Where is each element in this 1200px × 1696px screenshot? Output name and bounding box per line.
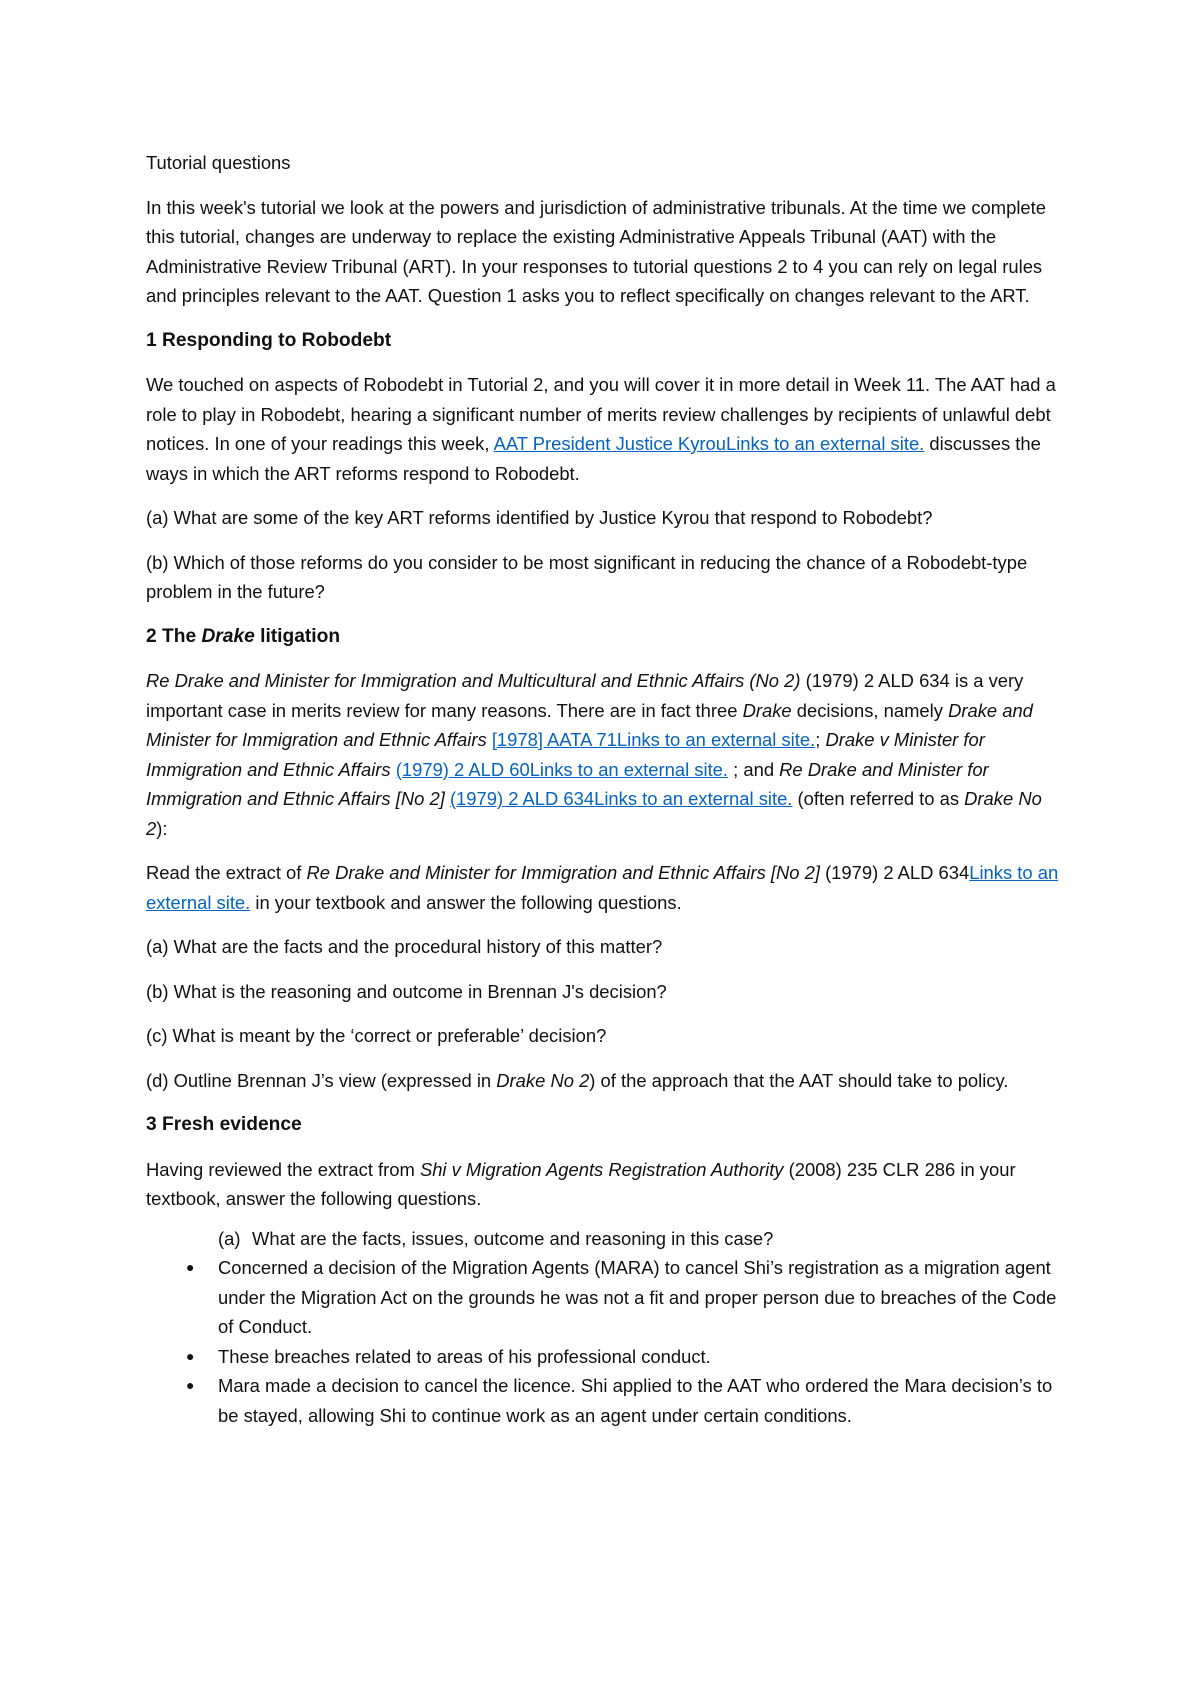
case-name: Drake No 2 xyxy=(146,788,1042,839)
document-title: Tutorial questions xyxy=(146,152,291,173)
list-item xyxy=(146,1371,1060,1430)
text-run: ): xyxy=(156,817,168,839)
intro-paragraph: In this week's tutorial we look at the powers and jurisdiction of administrative tribunals. At the time we complete this tutorial, changes are underway to replace the existing Administrative Appeals Tribunal (AAT) with the Administrative Review Tribunal (ART). In your responses to tutorial questions 2 to 4 you can rely on legal rules and principles relevant to the AAT. Question 1 asks you to reflect specifically on changes relevant to the ART. xyxy=(146,196,1046,306)
answer-bullet-list xyxy=(146,1253,1060,1430)
section-2-question-b: (b) What is the reasoning and outcome in Brennan J's decision? xyxy=(146,980,667,1002)
section-1-heading: 1 Responding to Robodebt xyxy=(146,329,392,351)
textbook-external-link[interactable]: Links to an external site. xyxy=(146,862,1059,913)
case-name: Re Drake and Minister for Immigration and Ethnic Affairs [No 2] xyxy=(306,862,820,883)
question-label: (a) xyxy=(218,1227,241,1249)
text-run: (1979) 2 ALD 634 xyxy=(819,862,970,883)
text-run-italic: Drake xyxy=(201,625,255,647)
text-run: Read the extract of xyxy=(146,862,307,883)
question-text: What are the facts, issues, outcome and reasoning in this case? xyxy=(252,1227,774,1249)
section-3-paragraph xyxy=(146,1155,1060,1214)
text-run: 2 The xyxy=(146,625,202,647)
case-name: Drake and Minister for Immigration and Ethnic Affairs xyxy=(146,699,1033,750)
list-item-text: Concerned a decision of the Migration Agents (MARA) to cancel Shi’s registration as a migration agent under the Migration Act on the grounds he was not a fit and proper person due to breaches of the Code of Conduct. xyxy=(218,1257,1057,1337)
text-run: ; xyxy=(815,729,826,750)
case-name: Shi v Migration Agents Registration Authority xyxy=(419,1158,784,1180)
kyrou-external-link[interactable]: AAT President Justice KyrouLinks to an external site. xyxy=(493,433,925,454)
bullet-icon: ● xyxy=(186,1377,195,1393)
text-run: Having reviewed the extract from xyxy=(146,1158,420,1180)
text-run: (often referred to as xyxy=(792,788,965,809)
case-name: Re Drake and Minister for Immigration and Ethnic Affairs [No 2] xyxy=(146,758,989,809)
text-run: (2008) 235 CLR 286 in your textbook, answer the following questions. xyxy=(146,1158,1016,1209)
section-1-question-a: (a) What are some of the key ART reforms identified by Justice Kyrou that respond to Robodebt? xyxy=(146,507,933,528)
section-3-heading: 3 Fresh evidence xyxy=(146,1114,302,1135)
text-run: (1979) 2 ALD 634 is a very important case in merits review for many reasons. There are in fact three xyxy=(146,670,1024,721)
text-run: ; and xyxy=(728,758,780,780)
section-2-paragraph-2 xyxy=(146,858,1060,917)
section-1-paragraph xyxy=(146,370,1060,488)
list-item-text: These breaches related to areas of his professional conduct. xyxy=(218,1345,711,1367)
list-item xyxy=(146,1342,1060,1372)
case-name: Drake xyxy=(742,699,792,721)
text-run: (d) Outline Brennan J’s view (expressed in xyxy=(146,1069,497,1091)
text-run: We touched on aspects of Robodebt in Tutorial 2, and you will cover it in more detail in Week 11. The AAT had a role to play in Robodebt, hearing a significant number of merits review challenges by recipients of unlawful debt notices. In one of your readings this week, xyxy=(146,374,1056,454)
section-2-question-a: (a) What are the facts and the procedural history of this matter? xyxy=(146,936,663,957)
bullet-icon: ● xyxy=(186,1259,195,1275)
case-name: Drake v Minister for Immigration and Ethnic Affairs xyxy=(146,729,985,780)
section-2-heading xyxy=(146,622,1060,652)
bullet-icon: ● xyxy=(186,1347,195,1364)
case-name: Drake No 2 xyxy=(496,1069,590,1091)
section-2-paragraph-1 xyxy=(146,666,1060,843)
list-item xyxy=(146,1253,1060,1342)
case-name: Re Drake and Minister for Immigration and Multicultural and Ethnic Affairs (No 2) xyxy=(146,670,801,691)
text-run: discusses the ways in which the ART reforms respond to Robodebt. xyxy=(146,433,1041,484)
text-run: decisions, namely xyxy=(791,699,949,721)
text-run: in your textbook and answer the following questions. xyxy=(250,891,682,913)
ald-634-external-link[interactable]: (1979) 2 ALD 634Links to an external site. xyxy=(449,788,793,809)
ald-60-external-link[interactable]: (1979) 2 ALD 60Links to an external site. xyxy=(395,758,729,780)
section-1-question-b: (b) Which of those reforms do you consider to be most significant in reducing the chance of a Robodebt-type problem in the future? xyxy=(146,551,1028,602)
section-3-question-a xyxy=(146,1224,1060,1254)
text-run: ) of the approach that the AAT should take to policy. xyxy=(589,1069,1009,1091)
aata-71-external-link[interactable]: [1978] AATA 71Links to an external site. xyxy=(491,729,816,750)
section-2-question-d xyxy=(146,1066,1060,1096)
section-2-question-c: (c) What is meant by the ‘correct or preferable’ decision? xyxy=(146,1025,607,1046)
text-run: litigation xyxy=(254,625,341,647)
list-item-text: Mara made a decision to cancel the licence. Shi applied to the AAT who ordered the Mara decision’s to be stayed, allowing Shi to continue work as an agent under certain conditions. xyxy=(218,1375,1053,1426)
